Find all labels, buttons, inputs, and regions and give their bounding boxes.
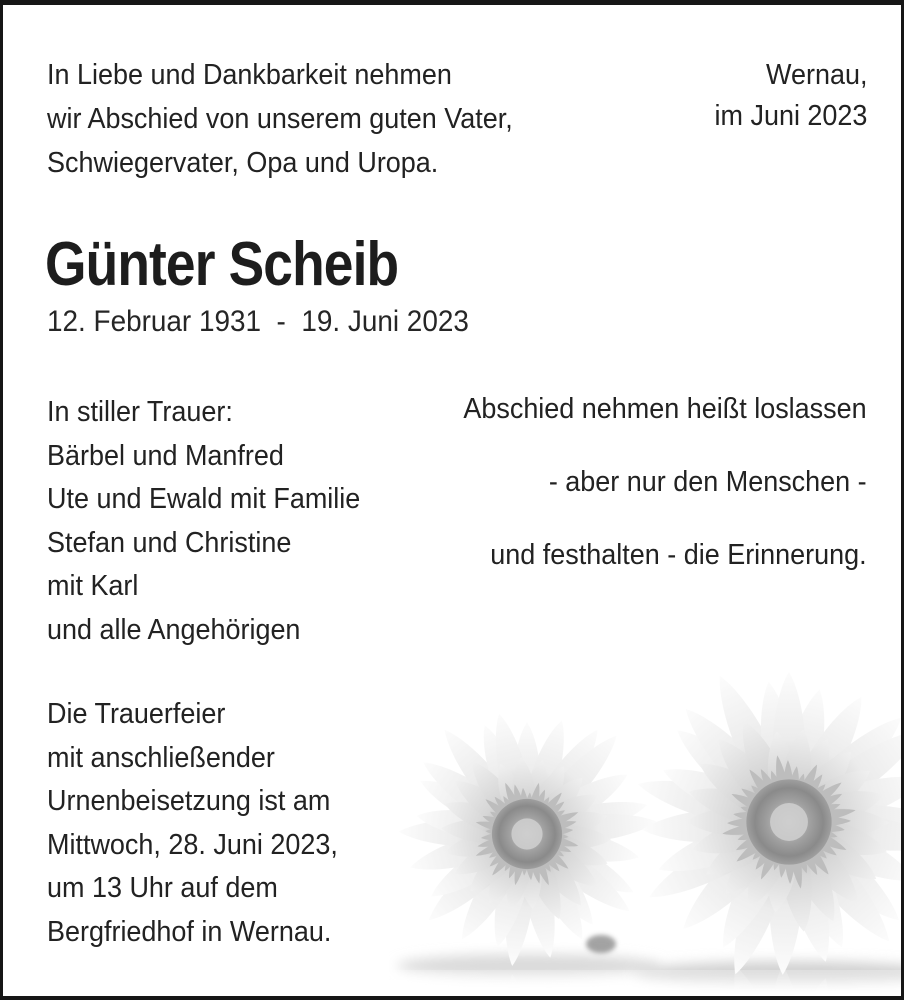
funeral-line: Die Trauerfeier — [47, 698, 226, 730]
intro-line: Schwiegervater, Opa und Uropa. — [47, 147, 439, 179]
quote-line: Abschied nehmen heißt loslassen — [463, 393, 867, 425]
funeral-line: Mittwoch, 28. Juni 2023, — [47, 828, 338, 861]
mourner-line: Stefan und Christine — [47, 526, 292, 559]
intro-text — [47, 53, 513, 185]
mourner-line: In stiller Trauer: — [47, 396, 233, 428]
funeral-line: Urnenbeisetzung ist am — [47, 785, 331, 817]
life-dates: 12. Februar 1931 - 19. Juni 2023 — [47, 305, 469, 338]
dateline — [714, 55, 867, 137]
dateline-date: im Juni 2023 — [714, 100, 867, 132]
funeral-line: mit anschließender — [47, 741, 275, 774]
mourner-line: Bärbel und Manfred — [47, 439, 284, 472]
condolence-quote — [464, 373, 867, 592]
deceased-name: Günter Scheib — [45, 230, 399, 299]
funeral-line: Bergfriedhof in Wernau. — [47, 915, 332, 948]
mourner-line: und alle Angehörigen — [47, 613, 301, 646]
funeral-line: um 13 Uhr auf dem — [47, 872, 278, 904]
dateline-location: Wernau, — [765, 59, 867, 91]
quote-line: - aber nur den Menschen - — [549, 466, 867, 498]
mourner-line: Ute und Ewald mit Familie — [47, 483, 361, 515]
funeral-info — [47, 693, 338, 954]
quote-line: und festhalten - die Erinnerung. — [490, 539, 867, 571]
intro-line: In Liebe und Dankbarkeit nehmen — [47, 59, 452, 91]
mourners-list — [47, 391, 360, 652]
gerbera-flowers-image — [389, 614, 901, 996]
intro-line: wir Abschied von unserem guten Vater, — [47, 103, 513, 135]
mourner-line: mit Karl — [47, 570, 139, 602]
